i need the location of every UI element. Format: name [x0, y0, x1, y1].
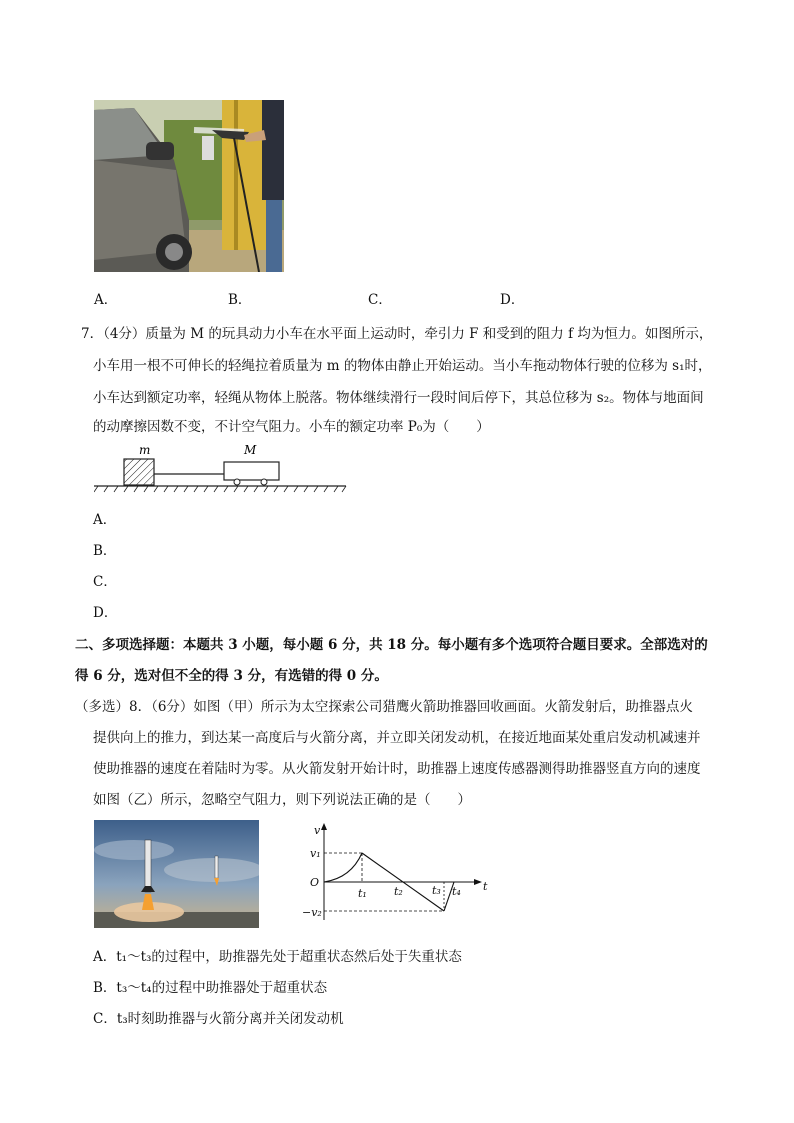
q8-line-4: 如图（乙）所示，忽略空气阻力，则下列说法正确的是（ ）	[93, 792, 471, 808]
t4-label: t₄	[452, 885, 461, 898]
q6-option-b[interactable]: B．	[228, 292, 252, 308]
curve-segment-0-t1	[324, 853, 362, 882]
q6-option-d[interactable]: D．	[500, 292, 525, 308]
q7-block	[124, 459, 154, 485]
origin-label: O	[310, 876, 320, 889]
q6-option-a[interactable]: A．	[94, 292, 118, 308]
v-axis-arrow	[321, 823, 327, 830]
q7-line-1: 7．（4分）质量为 M 的玩具动力小车在水平面上运动时，牵引力 F 和受到的阻力 f 均为恒力。如图所示，	[81, 326, 713, 342]
q8-option-c[interactable]: C．t₃时刻助推器与火箭分离并关闭发动机	[93, 1011, 344, 1027]
t2-label: t₂	[394, 885, 403, 898]
q8-vt-graph	[296, 820, 491, 928]
t-axis-label: t	[483, 880, 488, 893]
q8-line-3: 使助推器的速度在着陆时为零。从火箭发射开始计时，助推器上速度传感器测得助推器竖直方向的速度	[93, 761, 701, 777]
q7-option-a[interactable]: A．	[93, 512, 117, 528]
q7-option-d[interactable]: D．	[93, 605, 118, 621]
q7-car	[224, 462, 279, 480]
q7-wheel	[234, 479, 240, 485]
rocket-landing-photo	[94, 820, 259, 928]
t1-label: t₁	[358, 887, 367, 900]
t-axis-arrow	[474, 879, 482, 885]
q8-line-1: （多选）8．（6分）如图（甲）所示为太空探索公司猎鹰火箭助推器回收画面。火箭发射后，助推器点火	[75, 699, 693, 715]
q8-line-2: 提供向上的推力，到达某一高度后与火箭分离，并立即关闭发动机，在接近地面某处重启发动机减速并	[93, 730, 701, 746]
q7-line-3: 小车达到额定功率，轻绳从物体上脱落。物体继续滑行一段时间后停下，其总位移为 s₂。物体与地面间	[93, 390, 704, 406]
q7-figure	[94, 442, 349, 494]
q6-option-c[interactable]: C．	[368, 292, 392, 308]
section2-heading-line-1: 二、多项选择题：本题共 3 小题，每小题 6 分，共 18 分。每小题有多个选项符合题目要求。全部选对的	[75, 637, 708, 653]
q7-line-2: 小车用一根不可伸长的轻绳拉着质量为 m 的物体由静止开始运动。当小车拖动物体行驶的位移为 s₁时，	[93, 358, 712, 374]
car-wash-photo	[94, 100, 284, 272]
v-axis-label: v	[314, 824, 321, 837]
neg-v2-label: −v₂	[302, 906, 322, 919]
q7-line-4: 的动摩擦因数不变，不计空气阻力。小车的额定功率 P₀为（ ）	[93, 419, 490, 435]
q8-option-a[interactable]: A．t₁～t₃的过程中，助推器先处于超重状态然后处于失重状态	[93, 949, 462, 965]
q7-option-b[interactable]: B．	[93, 543, 117, 559]
q8-option-b[interactable]: B．t₃～t₄的过程中助推器处于超重状态	[93, 980, 328, 996]
section2-heading-line-2: 得 6 分，选对但不全的得 3 分，有选错的得 0 分。	[75, 668, 388, 684]
t3-label: t₃	[432, 884, 441, 897]
v1-label: v₁	[310, 847, 321, 860]
q7-wheel	[261, 479, 267, 485]
q7-car-label: M	[244, 443, 257, 457]
q7-option-c[interactable]: C．	[93, 574, 117, 590]
q7-block-label: m	[139, 443, 151, 457]
